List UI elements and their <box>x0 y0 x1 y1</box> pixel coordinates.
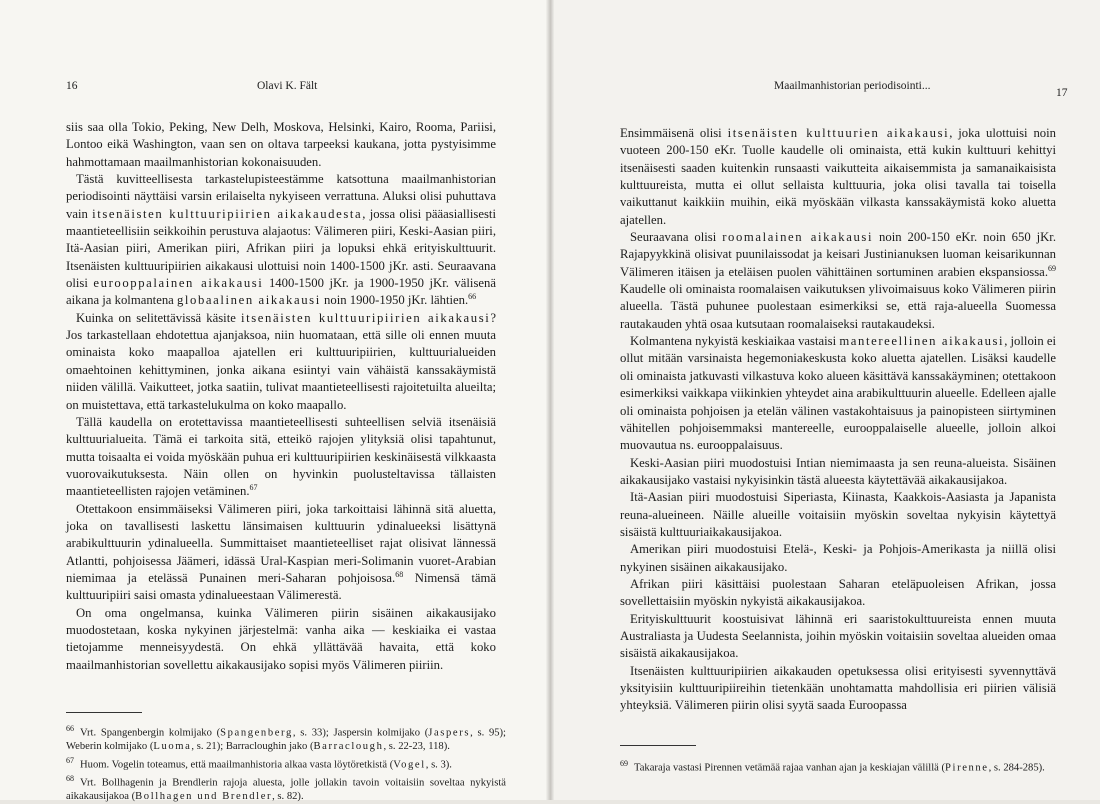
text-run: Kolmantena nykyistä keskiaikaa vastaisi <box>630 334 840 349</box>
paragraph: Erityiskulttuurit koostuisivat lähinnä eri saaristokulttuureista ennen muuta Australiasta ja Uudesta Seelannista, joihin myöskin voitaisiin soveltaa alueiden omaa sisäistä aikakausijakoa. <box>620 611 1056 661</box>
footnote <box>66 772 506 804</box>
text-run: Tästä kuvitteellisesta tarkastelupisteestämme katsottuna maailmanhistorian periodisointi näyttäisi varsin erilaiselta nykyiseen verrattuna. Aluksi olisi puhuttava vain <box>66 172 496 221</box>
text-run: siis saa olla Tokio, Peking, New Delh, Moskova, Helsinki, Kairo, Rooma, Pariisi, Lontoo eikä Washington, vaan sen on oltava tarpeeksi kaukana, jotta pystyisimme hahmottamaan maailmanhistorian kokonaisuuden. <box>66 120 496 169</box>
text-run: Otettakoon ensimmäiseksi Välimeren piiri, joka tarkoittaisi lähinnä sitä aluetta, joka on tavallisesti laskettu länsimaisen kulttuurin ydinalueeksi lisättynä arabikulttuurin ydinalueella. Summittaiset maantieteelliset rajat olisivat lännessä Atlantti, pohjoisessa Jäämeri, idässä Ural-Kaspian meri-Solimanin vuoret-Arabian niemimaa ja etelässä Punainen meri-Saharan pohjoisosa. <box>66 501 496 585</box>
paragraph <box>66 605 496 674</box>
paragraph: Itsenäisten kulttuuripiirien aikakauden opetuksessa olisi erityisesti syvennyttävä yksityisiin kulttuuripiireihin tietenkään unohtamatta mahdollisia eri piirien välisiä yhteyksiä. Välimeren piirin olisi syytä saada Euroopassa <box>620 663 1056 713</box>
paragraph <box>66 171 496 310</box>
paragraph: Keski-Aasian piiri muodostuisi Intian niemimaasta ja sen reuna-alueista. Sisäinen aikakausijako vastaisi nykyisinkin tästä alueesta käytettävää aikakausijakoa. <box>620 455 1056 487</box>
paragraph <box>66 310 496 414</box>
footnote <box>620 757 1050 775</box>
text-run: Nimensä tämä kulttuuripiiri saisi omasta ydinalueestaan Välimerestä. <box>66 570 496 603</box>
paragraph <box>620 125 1056 229</box>
paragraph: Itä-Aasian piiri muodostuisi Siperiasta, Kiinasta, Kaakkois-Aasiasta ja Japanista reuna-alueineen. Näille alueille voitaisiin myöskin soveltaa nykyisin käytettyä sisäistä kulttuuriaikakausijakoa. <box>620 490 1056 539</box>
spaced-term: Spangenberg <box>220 727 293 739</box>
footnotes <box>66 722 506 804</box>
footnote <box>66 754 506 772</box>
text-run: Vrt. Bollhagenin ja Brendlerin rajoja aluesta, jolle jollakin tavoin voitaisiin soveltaa nykyistä aikakausijakoa ( <box>66 777 506 802</box>
text-run: noin 1900-1950 jKr. lähtien. <box>320 293 469 308</box>
text-run: , jolloin ei ollut mitään varsinaista hegemoniakeskusta koko aluetta ajatellen. Lisäksi kaudelle oli ominaista jatkuvasti vilkastuva koko alueen käsittävä kanssakäyminen; otettakoon esimerkiksi vaikkapa viikinkien yhteydet aina arabikulttuurin alueelle. Edelleen ajalle oli ominaista pohjoisen ja etelän välinen vastakohtaisuus ja painopisteen siirtyminen vähitellen pohjoisemmaksi mantereelle, eurooppalaiselle alueelle, jolloin alkoi muovautua ns. eurooppalaisuus. <box>620 334 1056 453</box>
text-run: , jossa olisi pääasiallisesti maantieteellisiin seikkoihin perustuva alajaotus: Välimeren piiri, Keski-Aasian piiri, Itä-Aasian piiri, Amerikan piiri, Afrikan piiri ja lopuksi ehkä erityiskulttuurit. Itsenäisten kulttuuripiirien aikakausi ulottuisi noin 1400-1500 jKr. asti. Seuraavana olisi <box>66 206 496 291</box>
paragraph <box>620 229 1056 333</box>
text-run: , s. 3). <box>425 759 452 771</box>
text-run: Ensimmäisenä olisi <box>620 126 728 140</box>
footnote-number: 69 <box>620 759 628 768</box>
text-run: Vrt. Spangenbergin kolmijako ( <box>80 727 221 739</box>
text-run: Kaudelle oli ominaista roomalaisen vaikutuksen ylivoimaisuus koko Välimeren piirin alueella. Tästä puhunee puolestaan esimerkiksi se, että raja-alueella Suomessa rautakauden yhtä osaa kutsutaan roomalaiseksi rautakaudeksi. <box>620 282 1056 331</box>
text-run: Takaraja vastasi Pirennen vetämää rajaa vanhan ajan ja keskiajan välillä ( <box>634 762 946 774</box>
text-run: noin 200-150 eKr. noin 650 jKr. Rajapyykkinä olisivat puunilaissodat ja keisari Justinianuksen luoman keisarikunnan Välimeren itäisen ja eteläisen puolen vähittäinen sortuminen arabien ekspansiossa. <box>620 230 1056 279</box>
text-run: On oma ongelmansa, kuinka Välimeren piirin sisäinen aikakausijako muodostetaan, koska nykyinen järjestelmä: vanha aika — keskiaika ei vastaa tietojamme menneisyydestä. On ehkä yllättävää havaita, että koko maailmanhistorian sovellettu aikakausijako sopisi myös Välimeren piiriin. <box>66 605 496 672</box>
paragraph: Afrikan piiri käsittäisi puolestaan Saharan eteläpuoleisen Afrikan, jossa sovellettaisiin myöskin nykyistä aikakausijakoa. <box>620 576 1056 609</box>
left-body-text <box>66 119 496 674</box>
page-number: 17 <box>1056 87 1068 99</box>
spaced-term: itsenäisten kulttuuripiirien aikakausi <box>241 310 491 325</box>
text-run: , s. 95); Weberin kolmijako ( <box>66 727 507 753</box>
spaced-term: Bollhagen und Brendler <box>135 790 273 802</box>
paragraph: Amerikan piiri muodostuisi Etelä-, Keski- ja Pohjois-Amerikasta ja niillä olisi nykyinen sisäinen aikakausijako. <box>620 542 1056 574</box>
footnote-number: 67 <box>66 755 74 765</box>
paragraph <box>620 333 1056 454</box>
paragraph <box>66 119 496 171</box>
footnote-rule <box>620 745 696 746</box>
text-run: , s. 21); Barracloughin jako ( <box>191 741 314 753</box>
text-run: , joka ulottuisi noin vuoteen 200-150 eKr. Tuolle kaudelle oli ominaista, että kukin kulttuuri kehittyi itsenäisesti saaden kuitenkin runsaasti vaikutteita aikaisemmista ja samanaikaisista kulttuureista, mutta ei ollut sellaista kulttuuria, joka olisi tavalla tai toisella vaikuttanut kaikkiin muihin, eikä myöskään vilkasta kanssakäymistä koko aluetta ajatellen. <box>620 126 1056 227</box>
footnote-ref: 68 <box>395 569 404 579</box>
spaced-term: itsenäisten kulttuurien aikakausi <box>727 126 950 140</box>
spaced-term: Pirenne <box>945 762 989 774</box>
spaced-term: itsenäisten kulttuuripiirien aikakaudesta <box>92 206 363 221</box>
paragraph <box>66 414 496 501</box>
text-run: ? Jos tarkastellaan ehdotettua ajanjaksoa, niin huomataan, että sille oli ennen muuta ominaista koko maapalloa ajatellen eri kulttuuripiirien, kulttuurialueiden omaehtoinen kehittyminen, jonka aikana esiintyi vain vähäistä kanssakäymistä niiden välillä. Vaikutteet, jotka saatiin, tulivat maantieteellisesti rajoitetuilta alueilta; on muistettava, että tarkastelukulma on koko maapallo. <box>66 310 496 412</box>
text-run: Tällä kaudella on erotettavissa maantieteellisesti suhteellisen selviä itsenäisiä kulttuurialueita. Tämä ei tarkoita sitä, etteikö rajojen ylityksiä olisi tapahtunut, mutta toisaalta ei voida myöskään puhua eri kulttuuripiirien keskinäisestä vilkkaasta vuorovaikutuksesta. Näin ollen on hyvinkin puolusteltavissa tällaisten maantieteellisten rajojen vetäminen. <box>66 414 496 499</box>
spaced-term: mantereellinen aikakausi <box>839 334 1005 349</box>
spaced-term: eurooppalainen aikakausi <box>93 276 264 291</box>
footnote-ref: 67 <box>249 482 258 492</box>
text-run: , s. 33); Jaspersin kolmijako ( <box>292 727 429 739</box>
footnotes <box>620 757 1050 775</box>
text-run: Kuinka on selitettävissä käsite <box>76 310 241 325</box>
page-number: 16 <box>66 80 78 92</box>
running-head-author: Olavi K. Fält <box>257 80 318 92</box>
text-run: , s. 284-285). <box>988 762 1045 774</box>
spaced-term: globaalinen aikakausi <box>176 293 321 308</box>
text-run: Seuraavana olisi <box>630 230 723 245</box>
paragraph <box>66 501 496 605</box>
spaced-term: Jaspers <box>428 727 471 739</box>
footnote-ref: 66 <box>468 292 477 302</box>
text-run: Huom. Vogelin toteamus, että maailmanhistoria alkaa vasta löytöretkistä ( <box>80 759 394 771</box>
spaced-term: Barraclough <box>313 741 384 753</box>
spaced-term: Vogel <box>393 759 426 771</box>
book-gutter <box>546 0 554 800</box>
footnote-number: 66 <box>66 724 74 733</box>
footnote-ref: 69 <box>1048 263 1056 273</box>
text-run: , s. 22-23, 118). <box>383 741 450 753</box>
footnote <box>66 722 506 754</box>
right-body-text <box>620 125 1056 715</box>
footnote-rule <box>66 712 142 713</box>
left-page <box>0 0 550 800</box>
spaced-term: Luoma <box>153 741 192 753</box>
footnote-number: 68 <box>66 773 74 783</box>
right-page <box>550 0 1100 800</box>
text-run: 1400-1500 jKr. ja 1900-1950 jKr. välisenä aikana ja kolmantena <box>66 276 496 308</box>
spaced-term: roomalainen aikakausi <box>722 230 874 245</box>
text-run: , s. 82). <box>272 790 304 802</box>
running-head-title: Maailmanhistorian periodisointi... <box>774 80 931 92</box>
